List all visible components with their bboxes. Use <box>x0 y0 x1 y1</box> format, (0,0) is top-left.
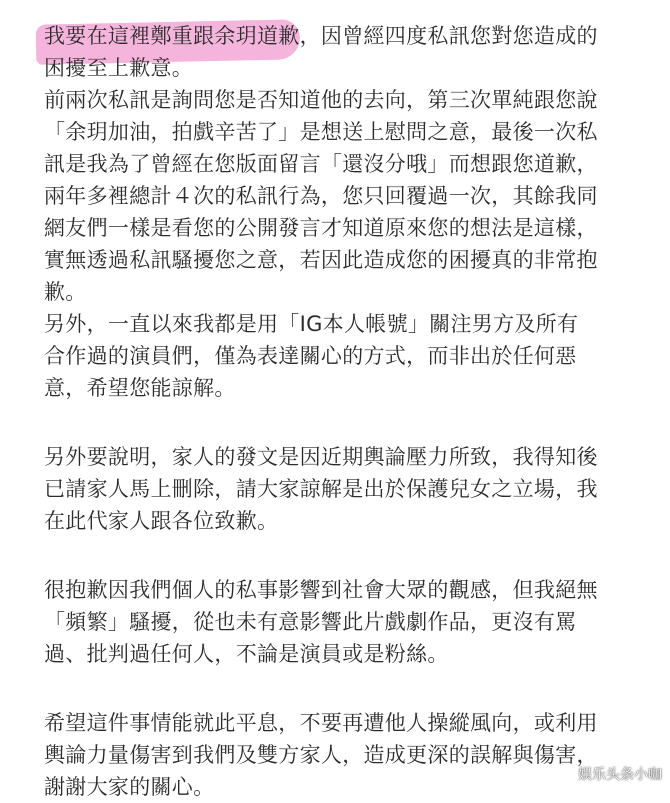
text-line: 另外要說明，家人的發文是因近期輿論壓力所致，我得知後 <box>44 445 598 469</box>
text-line: 訊是我為了曾經在您版面留言「還沒分哦」而想跟您道歉， <box>44 152 598 176</box>
paragraph-gap <box>44 404 644 441</box>
text-line: 兩年多裡總計４次的私訊行為，您只回覆過一次，其餘我同 <box>44 184 598 208</box>
paragraph-gap <box>44 537 644 574</box>
text-line: 另外，一直以來我都是用「IG本人帳號」關注男方及所有 <box>44 312 579 336</box>
text-line: 實無透過私訊騷擾您之意，若因此造成您的困擾真的非常抱 <box>44 248 598 272</box>
text-line: 輿論力量傷害到我們及雙方家人，造成更深的誤解與傷害， <box>44 743 598 767</box>
text-line: 我要在這裡鄭重跟余玥道歉，因曾經四度私訊您對您造成的 <box>44 24 598 48</box>
text-line: 已請家人馬上刪除，請大家諒解是出於保護兒女之立場，我 <box>44 477 598 501</box>
text-line: 希望這件事情能就此平息，不要再遭他人操縱風向，或利用 <box>44 711 598 735</box>
text-line: 前兩次私訊是詢問您是否知道他的去向，第三次單純跟您說 <box>44 88 598 112</box>
text-line: 過、批判過任何人，不論是演員或是粉絲。 <box>44 642 449 666</box>
text-line: 歉。 <box>44 280 87 304</box>
text-line: 合作過的演員們，僅為表達關心的方式，而非出於任何惡 <box>44 344 577 368</box>
text-line: 「頻繁」騷擾，從也未有意影響此片戲劇作品，更沒有罵 <box>44 610 577 634</box>
text-line: 網友們一樣是看您的公開發言才知道原來您的想法是這樣， <box>44 216 598 240</box>
text-line: 謝謝大家的關心。 <box>44 775 215 799</box>
text-line: 意，希望您能諒解。 <box>44 376 236 400</box>
text-line: 在此代家人跟各位致歉。 <box>44 509 279 533</box>
text-line: 「余玥加油，拍戲辛苦了」是想送上慰問之意，最後一次私 <box>44 120 598 144</box>
text-line: 困擾至上歉意。 <box>44 56 194 80</box>
watermark-text: 娱乐头条小咖 <box>578 767 662 783</box>
text-line: 很抱歉因我們個人的私事影響到社會大眾的觀感，但我絕無 <box>44 578 598 602</box>
paragraph-gap <box>44 670 644 707</box>
statement-document <box>44 20 644 803</box>
